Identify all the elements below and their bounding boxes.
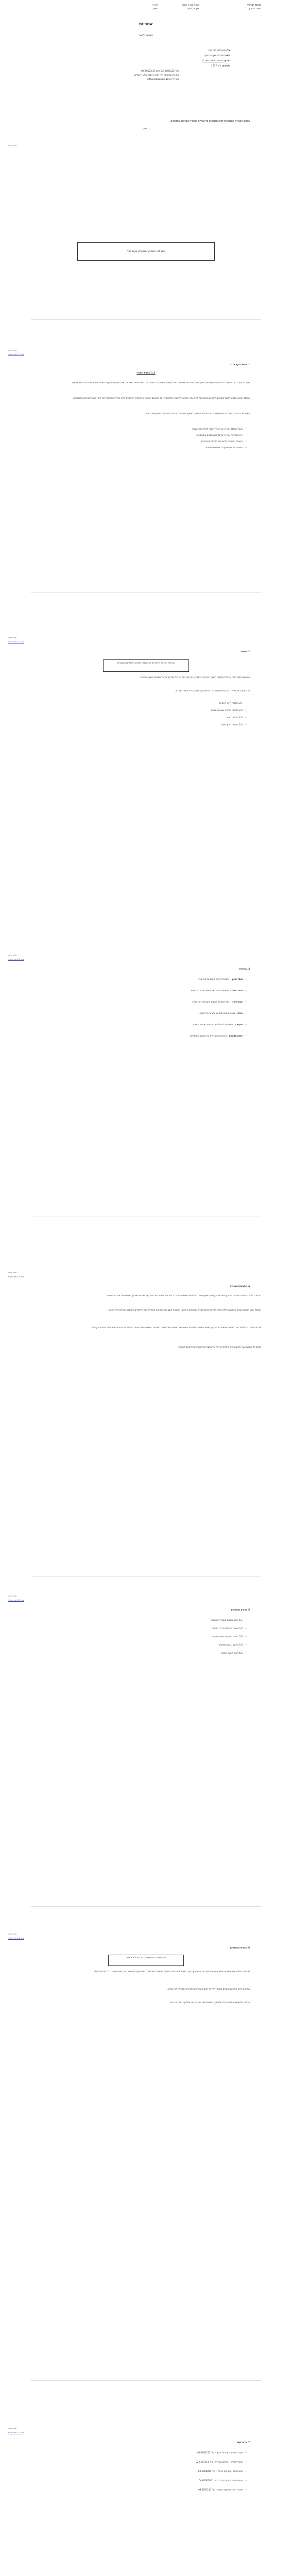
page-divider [31, 319, 261, 320]
page-tag: מוסד חינוכי [8, 2428, 17, 2430]
definition-item: • פיקוח – המפקח/ת הכולל/ת על המוסד מטעם המשרד. [49, 1023, 243, 1026]
paragraph: המוסד יקבע תוכנית עבודה שנתית הכוללת יעדים מדידים, לוחות זמנים ומשאבים נדרשים. התוכנית תוצג בפני הפיקוח בתחילת שנת הלימודים ותעודכן במהלכה לפי הצורך. [108, 1309, 261, 1311]
list-item: • 2.2 מוסדות מוכרים שאינם רשמיים [49, 709, 243, 712]
contact-row: טל' 02-5602222 פקס 02-5602233 [141, 70, 179, 73]
paragraph: יש להבטיח כי כל תלמיד יקבל מענה מותאם לצרכיו, תוך שימת דגש על תלמידים בסיכון ועל תלמידים עם צרכים מיוחדים. הצוות החינוכי יפעל בשיתוף עם ההורים ועם גורמי הרווחה בקהילה. [91, 1326, 261, 1329]
paragraph: העבודה במוסד החינוכי תתבסס על עקרונות של שקיפות, שיתוף פעולה ואחריות משותפת של כלל הגורמים המעורבים. יש לקיים ישיבות צוות קבועות ולתעד את החלטותיהן. [106, 1294, 261, 1297]
page-link[interactable]: מס' 1-4 חוזר מנכ"ל [8, 1276, 24, 1278]
paragraph: הרשות המקומית אחראית על התחזוקה השוטפת של המבנים ועל אספקת הציוד הנדרש. [169, 2001, 250, 2004]
definition-item: • צוות חינוכי – כלל המורים, הגננות והעובדים הפדגוגיים. [49, 1001, 243, 1004]
page-link[interactable]: מס' 1-6 חוזר מנכ"ל [8, 1937, 24, 1939]
page-tag: מוסד חינוכי [8, 144, 17, 146]
section-heading: 2. תחולה [240, 650, 250, 653]
page-link[interactable]: מס' 1-7 חוזר מנכ"ל [8, 2432, 24, 2434]
meta-row: מאת: מנהלת אגף א' חינוך [204, 55, 230, 57]
contact-row: כתובת המשרד: רח' דבורה הנביאה 2, ירושלים [134, 74, 179, 77]
page-tag: מוסד חינוכי [8, 1272, 17, 1274]
paragraph: האחריות הכוללת ליישום ההנחיות מוטלת על מנהל/ת המוסד, בשיתוף עם צוות ההנהלה והגורמים המקצועיים במחוז. [144, 412, 250, 415]
paragraph: בכל מקרה של סתירה בין הוראות חוזר זה להוראות קודמות, יגברו הוראות חוזר זה. [175, 689, 250, 692]
page-link[interactable]: מס' 1-2 חוזר מנכ"ל [8, 641, 24, 643]
page-tag: מוסד חינוכי [8, 954, 17, 956]
section-heading: 3. הגדרות [239, 968, 250, 970]
paragraph: חוזר זה נועד להסדיר את דרכי העבודה במוסדות החינוך ולקבוע נהלים אחידים לכלל הצוותים החינוכיים. החוזר מפרט את תחומי האחריות, את חלוקת התפקידים ואת לוחות הזמנים הנדרשים לביצוע. [71, 381, 250, 384]
page-link[interactable]: מס' 1-3 חוזר מנכ"ל [8, 958, 24, 960]
definition-item: • הורה – לרבות אפוטרופוס או אחראי על הקטין. [49, 1012, 243, 1015]
header-top-mid-2: חשוון [153, 8, 158, 10]
header-top-right-1: מנהל חברה ולבוש [181, 4, 199, 7]
list-item: • 5.1 הכנת תוכנית העבודה השנתית [49, 1619, 243, 1622]
header-top-right-2: אגף א' חינוך [187, 8, 199, 10]
list-item: • 5.3 הפצת התוכנית לצוות ולהורים [49, 1635, 243, 1638]
list-item: • 2.4 מוסדות חינוך מיוחד [49, 723, 243, 726]
meta-row: אל: מנהלי/ות בתי ספר [208, 49, 230, 52]
list-item: • היועצת החינוכית תלווה את התלמידים בתהליך. [49, 440, 243, 443]
paragraph: הפיקוח יקיים ביקורים שוטפים במוסד לבחינת יישום ההנחיות ויספק ליווי מקצועי לפי הצורך. [167, 1988, 250, 1990]
list-item: • 5.4 מעקב ובקרה שוטפים [49, 1643, 243, 1647]
contact-row: דוא"ל: info@education.gov.il [147, 78, 179, 81]
page-divider [31, 592, 261, 593]
section-heading: 6. אחריות וסמכויות [230, 1946, 250, 1949]
section-heading: 5. נהלים ותהליכים [231, 1608, 250, 1611]
page-title: אחריות [139, 22, 153, 26]
intro-note: בברכה, [142, 128, 150, 130]
contact-item: • מחוז צפון – הפיקוח הכולל – טל' 04-6500200 [49, 2479, 243, 2482]
list-item: • רכז הבטיחות אחראי על בדיקת המבנים והמתקנים. [49, 434, 243, 437]
paragraph: מנהל/ת המוסד אחראי/ת על יישום הוראות החוזר ועל הטמעתן בקרב הצוות. המנהל/ת רשאי/ת להאציל סמכויות לבעלי תפקידים במוסד, אך האחריות הכוללת נותרת בידיו/ה. [93, 1970, 250, 1973]
org-sub: משרד החינוך [248, 8, 261, 10]
page-subtitle: הנחיות לכנס [139, 34, 153, 37]
page-link[interactable]: מס' 1-1 חוזר מנכ"ל [8, 353, 24, 355]
boxed-note: הוראות חוזר זה חלות על כל מוסדות החינוך הרשמיים והמוכרים [103, 659, 189, 672]
section-heading: 4. עקרונות העבודה [230, 1285, 250, 1287]
contact-item: • מטה המשרד – אגף א' חינוך – טל' 02-5602222 [49, 2451, 243, 2454]
paragraph: הוראות החוזר חלות על כלל מוסדות החינוך, לרבות גני ילדים, בתי ספר יסודיים ועל-יסודיים, וכן על מוסדות החינוך המיוחד. [139, 676, 250, 679]
list-item: • 2.1 מוסדות חינוך רשמיים [49, 702, 243, 705]
page-tag: מוסד חינוכי [8, 637, 17, 639]
section-heading: 7. פרטי קשר [236, 2441, 250, 2444]
paragraph: המוסד החינוכי נדרש לפעול בהתאם להנחיות המפורטות להלן, תוך שמירה על זכויות התלמידים ועל ביטחונם האישי. יש להקפיד על תיעוד מלא של כל הפעולות ועל דיווח שוטף לגורמים המוסמכים. [73, 397, 250, 399]
header-top-mid-1: תאריך [152, 4, 158, 7]
page-tag: מוסד חינוכי [8, 1595, 17, 1597]
section-subheading: 1.1 מטרת החוזר [136, 372, 156, 375]
list-item: • מנהל המוסד אחראי על הפצת החוזר לכלל אנשי הצוות. [49, 428, 243, 431]
contact-item: • מחוז דרום – הפיקוח הכולל – טל' 08-6263111 [49, 2488, 243, 2492]
org-name: מדינת ישראל [247, 4, 261, 7]
section-heading: 1. מבוא ורקע כללי [230, 363, 250, 366]
meta-row: הנדון: תוכנית עבודה לשנה"ל [201, 60, 230, 62]
intro-bold-line: הסכמי העבודה המצורפים להלן מבוססים על הנחיות המשרד והמועצה הפדגוגית. [170, 120, 250, 122]
contact-item: • מחוז מרכז – הפיקוח הכולל – טל' 03-6896000 [49, 2470, 243, 2473]
page-link[interactable]: מס' 1-5 חוזר מנכ"ל [8, 1599, 24, 1601]
contact-item: • מחוז ירושלים – הפיקוח הכולל – טל' 02-5601111 [49, 2461, 243, 2464]
list-item: • 5.5 דיווח לגורמי המחוז [49, 1652, 243, 1655]
list-item: • 2.3 מוסדות פטור [49, 716, 243, 719]
meta-row: סימוכין: ב"ר 1237 [211, 65, 230, 67]
definition-item: • מוסד חינוך – כהגדרתו בחוק פיקוח על בתי ספר. [49, 978, 243, 981]
list-item: • 5.2 אישור התוכנית על ידי הפיקוח [49, 1627, 243, 1630]
list-item: • הצוות החינוכי ישתתף בהשתלמות ייעודית. [49, 446, 243, 449]
definition-item: • מנהל מוסד – מי שמונה לנהל את המוסד על ידי הבעלות. [49, 989, 243, 992]
page-divider [31, 2380, 261, 2381]
definition-item: • רשות מקומית – הבעלות האחראית על המבנה והתשתיות. [49, 1035, 243, 1038]
notice-box: שים לב: המסמך מתעדכן מעת לעת [77, 242, 215, 261]
paragraph: בסיום כל מחצית יערך סיכום ביניים שיכלול הערכה של השגת היעדים והפקת לקחים להמשך. [177, 1346, 261, 1348]
page-tag: מוסד חינוכי [8, 349, 17, 351]
page-divider [31, 1906, 261, 1907]
page-tag: מוסד חינוכי [8, 1933, 17, 1935]
boxed-note: האחריות הכוללת מוטלת על מנהל/ת המוסד [108, 1955, 184, 1966]
